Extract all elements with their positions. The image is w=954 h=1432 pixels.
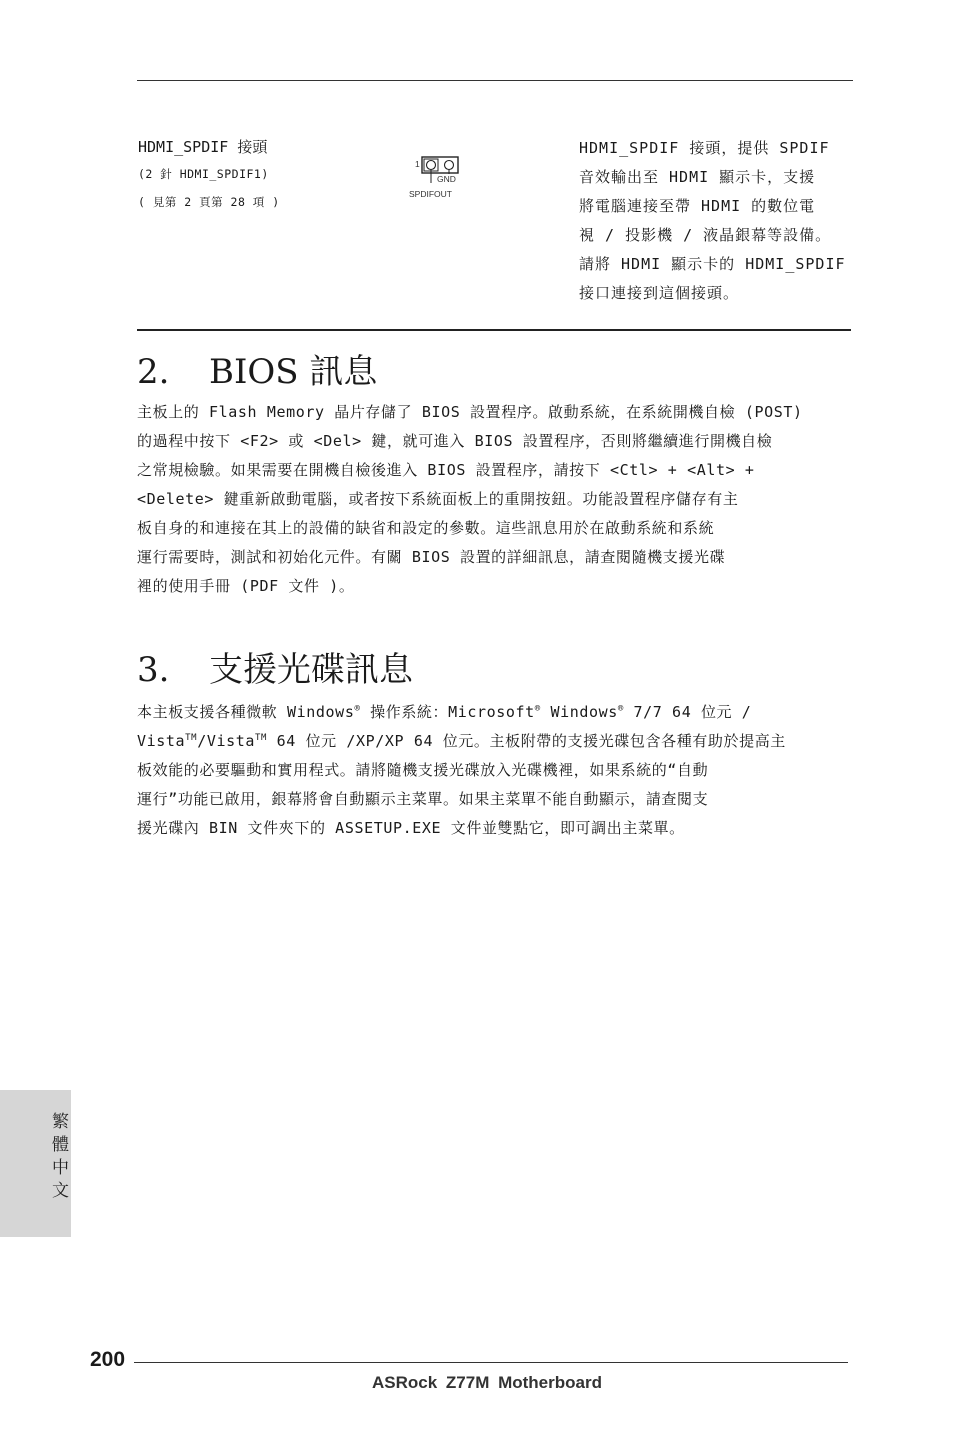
top-rule — [137, 80, 853, 81]
line-text: /Vista — [197, 732, 255, 750]
section-3-title: 支援光碟訊息 — [209, 650, 413, 690]
spdifout-caption: SPDIFOUT — [409, 189, 452, 199]
paragraph-line: 的過程中按下 <F2> 或 <Del> 鍵，就可進入 BIOS 設置程序，否則將繼續進行開機自檢 — [137, 432, 773, 450]
language-side-tab — [0, 1090, 71, 1237]
pin1-label: 1 — [415, 159, 420, 169]
connector-description — [579, 134, 854, 308]
section-2-number: 2. — [137, 352, 170, 392]
paragraph-line: 裡的使用手冊 (PDF 文件 )。 — [137, 577, 355, 595]
description-line: 請將 HDMI 顯示卡的 HDMI_SPDIF — [579, 255, 846, 273]
section-2-heading — [137, 344, 377, 393]
trademark-mark: TM — [255, 733, 268, 743]
paragraph-line — [137, 698, 853, 727]
description-line: 接口連接到這個接頭。 — [579, 284, 740, 302]
paragraph-line: 運行”功能已啟用，銀幕將會自動顯示主菜單。如果主菜單不能自動顯示，請查閱支 — [137, 790, 709, 808]
paragraph-line: 主板上的 Flash Memory 晶片存儲了 BIOS 設置程序。啟動系統，在系統開機自檢 (POST) — [137, 403, 803, 421]
line-text: Windows — [540, 703, 618, 721]
line-text: 操作系統：Microsoft — [360, 703, 535, 721]
section-3-body — [137, 698, 853, 843]
footer-rule — [134, 1362, 848, 1363]
spdif-pin-diagram — [406, 155, 476, 205]
description-line: 視 / 投影機 / 液晶銀幕等設備。 — [579, 226, 832, 244]
line-text: 7/7 64 位元 / — [623, 703, 752, 721]
registered-mark: ® — [354, 704, 361, 714]
section-2-body — [137, 398, 853, 601]
page-number: 200 — [90, 1348, 126, 1371]
paragraph-line: 板效能的必要驅動和實用程式。請將隨機支援光碟放入光碟機裡，如果系統的“自動 — [137, 761, 709, 779]
trademark-mark: TM — [185, 733, 198, 743]
product-name: ASRock Z77M Motherboard — [372, 1373, 602, 1392]
registered-mark: ® — [617, 704, 624, 714]
line-text: 本主板支援各種微軟 Windows — [137, 703, 355, 721]
paragraph-line: 運行需要時，測試和初始化元件。有關 BIOS 設置的詳細訊息，請查閱隨機支援光碟 — [137, 548, 726, 566]
description-line: HDMI_SPDIF 接頭，提供 SPDIF — [579, 139, 830, 157]
paragraph-line: 板自身的和連接在其上的設備的缺省和設定的參數。這些訊息用於在啟動系統和系統 — [137, 519, 715, 537]
line-text: 64 位元 /XP/XP 64 位元。主板附帶的支援光碟包含各種有助於提高主 — [267, 732, 786, 750]
line-text: Vista — [137, 732, 186, 750]
connector-reference: ( 見第 2 頁第 28 項 ) — [138, 195, 280, 209]
paragraph-line: 之常規檢驗。如果需要在開機自檢後進入 BIOS 設置程序，請按下 <Ctl> + <Alt> + — [137, 461, 755, 479]
gnd-label: GND — [437, 174, 456, 184]
description-line: 音效輸出至 HDMI 顯示卡，支援 — [579, 168, 816, 186]
connector-name: HDMI_SPDIF 接頭 — [138, 138, 268, 156]
paragraph-line: 援光碟內 BIN 文件夾下的 ASSETUP.EXE 文件並雙點它，即可調出主菜單。 — [137, 819, 685, 837]
section-2-title: BIOS 訊息 — [209, 352, 378, 392]
connector-pins: (2 針 HDMI_SPDIF1) — [138, 167, 269, 181]
paragraph-line — [137, 727, 853, 756]
paragraph-line: <Delete> 鍵重新啟動電腦，或者按下系統面板上的重開按鈕。功能設置程序儲存有主 — [137, 490, 739, 508]
section-3-number: 3. — [137, 650, 170, 690]
section-divider — [137, 329, 851, 331]
registered-mark: ® — [534, 704, 541, 714]
section-3-heading — [137, 642, 413, 691]
language-label: 繁體中文 — [48, 1112, 68, 1204]
description-line: 將電腦連接至帶 HDMI 的數位電 — [579, 197, 816, 215]
